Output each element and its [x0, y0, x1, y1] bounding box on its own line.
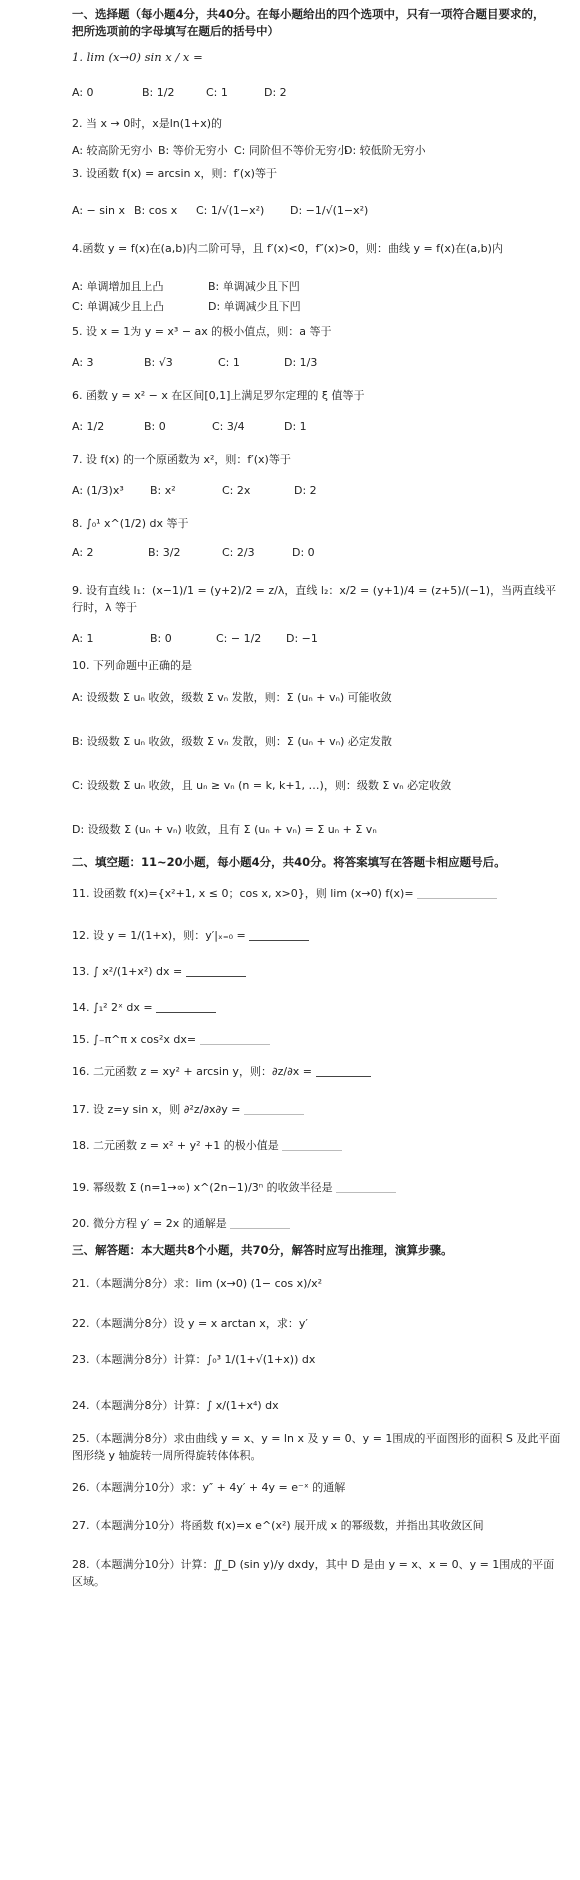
- option-b[interactable]: B: 单调减少且下凹: [208, 280, 300, 293]
- answer-blank[interactable]: [316, 1064, 371, 1077]
- option-b[interactable]: B: 0: [144, 420, 166, 433]
- question-8: 8. ∫₀¹ x^(1/2) dx 等于: [72, 517, 189, 530]
- option-d[interactable]: D: 2: [264, 86, 287, 99]
- option-c[interactable]: C: 设级数 Σ uₙ 收敛，且 uₙ ≥ vₙ (n = k, k+1, …)，则：级数 Σ vₙ 必定收敛: [72, 779, 452, 792]
- options-q1: [72, 86, 562, 108]
- answer-blank[interactable]: [156, 1000, 216, 1013]
- question-20: [72, 1216, 562, 1231]
- option-c[interactable]: C: 1/√(1−x²): [196, 204, 265, 217]
- option-d[interactable]: D: 2: [294, 484, 317, 497]
- option-d[interactable]: D: 较低阶无穷小: [344, 144, 426, 157]
- question-13: [72, 964, 562, 979]
- options-q4-row1: [72, 278, 562, 300]
- answer-blank[interactable]: [186, 964, 246, 977]
- option-b[interactable]: B: 1/2: [142, 86, 175, 99]
- question-text: 20. 微分方程 y′ = 2x 的通解是: [72, 1217, 227, 1230]
- question-25: 25.（本题满分8分）求由曲线 y = x、y = ln x 及 y = 0、y = 1围成的平面图形的面积 S 及此平面图形绕 y 轴旋转一周所得旋转体体积。: [72, 1432, 561, 1462]
- question-text: 18. 二元函数 z = x² + y² +1 的极小值是: [72, 1139, 279, 1152]
- section-heading-solutions: 三、解答题：本大题共8个小题，共70分，解答时应写出推理，演算步骤。: [72, 1243, 453, 1257]
- option-d[interactable]: D: 设级数 Σ (uₙ + vₙ) 收敛，且有 Σ (uₙ + vₙ) = Σ uₙ + Σ vₙ: [72, 823, 377, 836]
- options-q6: [72, 420, 562, 442]
- question-14: [72, 1000, 562, 1015]
- question-12: [72, 928, 562, 943]
- options-q4-row2: [72, 298, 562, 320]
- question-17: [72, 1102, 562, 1117]
- option-a[interactable]: A: (1/3)x³: [72, 484, 124, 497]
- option-b[interactable]: B: x²: [150, 484, 176, 497]
- option-c[interactable]: C: 单调减少且上凸: [72, 300, 164, 313]
- option-a[interactable]: A: − sin x: [72, 204, 126, 217]
- option-b[interactable]: B: 等价无穷小: [158, 144, 228, 157]
- option-a[interactable]: A: 1: [72, 632, 94, 645]
- answer-blank[interactable]: [336, 1180, 396, 1193]
- options-q8: [72, 546, 562, 568]
- option-b[interactable]: B: 3/2: [148, 546, 181, 559]
- question-6: 6. 函数 y = x² − x 在区间[0,1]上满足罗尔定理的 ξ 值等于: [72, 389, 365, 402]
- question-22: 22.（本题满分8分）设 y = x arctan x，求：y′: [72, 1317, 308, 1330]
- option-d[interactable]: D: 1: [284, 420, 307, 433]
- option-b[interactable]: B: cos x: [134, 204, 178, 217]
- option-c[interactable]: C: 1: [206, 86, 228, 99]
- option-b[interactable]: B: 0: [150, 632, 172, 645]
- option-a[interactable]: A: 单调增加且上凸: [72, 280, 164, 293]
- option-c[interactable]: C: 2x: [222, 484, 251, 497]
- option-c[interactable]: C: 1: [218, 356, 240, 369]
- question-24: 24.（本题满分8分）计算：∫ x/(1+x⁴) dx: [72, 1399, 279, 1412]
- options-q7: [72, 484, 562, 506]
- option-d[interactable]: D: 0: [292, 546, 315, 559]
- question-text: 16. 二元函数 z = xy² + arcsin y，则：∂z/∂x =: [72, 1065, 313, 1078]
- question-text: 19. 幂级数 Σ (n=1→∞) x^(2n−1)/3ⁿ 的收敛半径是: [72, 1181, 333, 1194]
- section-heading-choice: 一、选择题（每小题4分，共40分。在每小题给出的四个选项中，只有一项符合题目要求的，把所选项前的字母填写在题后的括号中）: [72, 7, 545, 38]
- question-9: 9. 设有直线 l₁：(x−1)/1 = (y+2)/2 = z/λ，直线 l₂：x/2 = (y+1)/4 = (z+5)/(−1)，当两直线平行时，λ 等于: [72, 584, 557, 614]
- question-5: 5. 设 x = 1为 y = x³ − ax 的极小值点，则：a 等于: [72, 325, 332, 338]
- answer-blank[interactable]: [282, 1138, 342, 1151]
- question-10: 10. 下列命题中正确的是: [72, 659, 192, 672]
- options-q5: [72, 356, 562, 378]
- option-c[interactable]: C: 2/3: [222, 546, 255, 559]
- question-text: 13. ∫ x²/(1+x²) dx =: [72, 965, 183, 978]
- option-c[interactable]: C: − 1/2: [216, 632, 262, 645]
- option-a[interactable]: A: 3: [72, 356, 94, 369]
- question-21: 21.（本题满分8分）求：lim (x→0) (1− cos x)/x²: [72, 1277, 323, 1290]
- answer-blank[interactable]: [244, 1102, 304, 1115]
- question-19: [72, 1180, 562, 1195]
- option-b[interactable]: B: 设级数 Σ uₙ 收敛，级数 Σ vₙ 发散，则：Σ (uₙ + vₙ) 必定发散: [72, 735, 392, 748]
- option-d[interactable]: D: −1/√(1−x²): [290, 204, 369, 217]
- option-d[interactable]: D: 1/3: [284, 356, 318, 369]
- question-18: [72, 1138, 562, 1153]
- question-7: 7. 设 f(x) 的一个原函数为 x²，则：f′(x)等于: [72, 453, 291, 466]
- question-4: 4.函数 y = f(x)在(a,b)内二阶可导，且 f′(x)<0，f″(x)>0，则：曲线 y = f(x)在(a,b)内: [72, 242, 503, 255]
- question-text: 11. 设函数 f(x)={x²+1, x ≤ 0；cos x, x>0}，则 lim (x→0) f(x)=: [72, 887, 414, 900]
- question-16: [72, 1064, 562, 1079]
- options-q9: [72, 632, 562, 654]
- options-q2: [72, 142, 562, 164]
- question-27: 27.（本题满分10分）将函数 f(x)=x e^(x²) 展开成 x 的幂级数，并指出其收敛区间: [72, 1519, 484, 1532]
- question-text: 15. ∫₋π^π x cos²x dx=: [72, 1033, 197, 1046]
- option-a[interactable]: A: 设级数 Σ uₙ 收敛，级数 Σ vₙ 发散，则：Σ (uₙ + vₙ) 可能收敛: [72, 691, 392, 704]
- option-d[interactable]: D: 单调减少且下凹: [208, 300, 301, 313]
- answer-blank[interactable]: [249, 928, 309, 941]
- question-3: 3. 设函数 f(x) = arcsin x，则：f′(x)等于: [72, 167, 277, 180]
- answer-blank[interactable]: [200, 1032, 270, 1045]
- answer-blank[interactable]: [417, 886, 497, 899]
- answer-blank[interactable]: [230, 1216, 290, 1229]
- option-b[interactable]: B: √3: [144, 356, 173, 369]
- option-c[interactable]: C: 3/4: [212, 420, 245, 433]
- question-2: 2. 当 x → 0时，x是ln(1+x)的: [72, 117, 223, 130]
- question-text: 14. ∫₁² 2ˣ dx =: [72, 1001, 153, 1014]
- question-15: [72, 1032, 562, 1047]
- option-a[interactable]: A: 1/2: [72, 420, 105, 433]
- section-heading-fill-blank: 二、填空题：11~20小题，每小题4分，共40分。将答案填写在答题卡相应题号后。: [72, 855, 506, 869]
- option-a[interactable]: A: 2: [72, 546, 94, 559]
- option-a[interactable]: A: 较高阶无穷小: [72, 144, 153, 157]
- option-d[interactable]: D: −1: [286, 632, 318, 645]
- question-23: 23.（本题满分8分）计算：∫₀³ 1/(1+√(1+x)) dx: [72, 1353, 316, 1366]
- question-28: 28.（本题满分10分）计算：∬_D (sin y)/y dxdy，其中 D 是由 y = x、x = 0、y = 1围成的平面区域。: [72, 1558, 555, 1588]
- option-c[interactable]: C: 同阶但不等价无穷小: [234, 144, 348, 157]
- question-text: 12. 设 y = 1/(1+x)，则：y′|ₓ₌₀ =: [72, 929, 246, 942]
- question-text: 17. 设 z=y sin x，则 ∂²z/∂x∂y =: [72, 1103, 241, 1116]
- options-q3: [72, 204, 562, 226]
- question-11: [72, 886, 562, 901]
- option-a[interactable]: A: 0: [72, 86, 94, 99]
- question-26: 26.（本题满分10分）求：y″ + 4y′ + 4y = e⁻ˣ 的通解: [72, 1481, 346, 1494]
- question-1: 1. lim (x→0) sin x / x =: [72, 50, 203, 64]
